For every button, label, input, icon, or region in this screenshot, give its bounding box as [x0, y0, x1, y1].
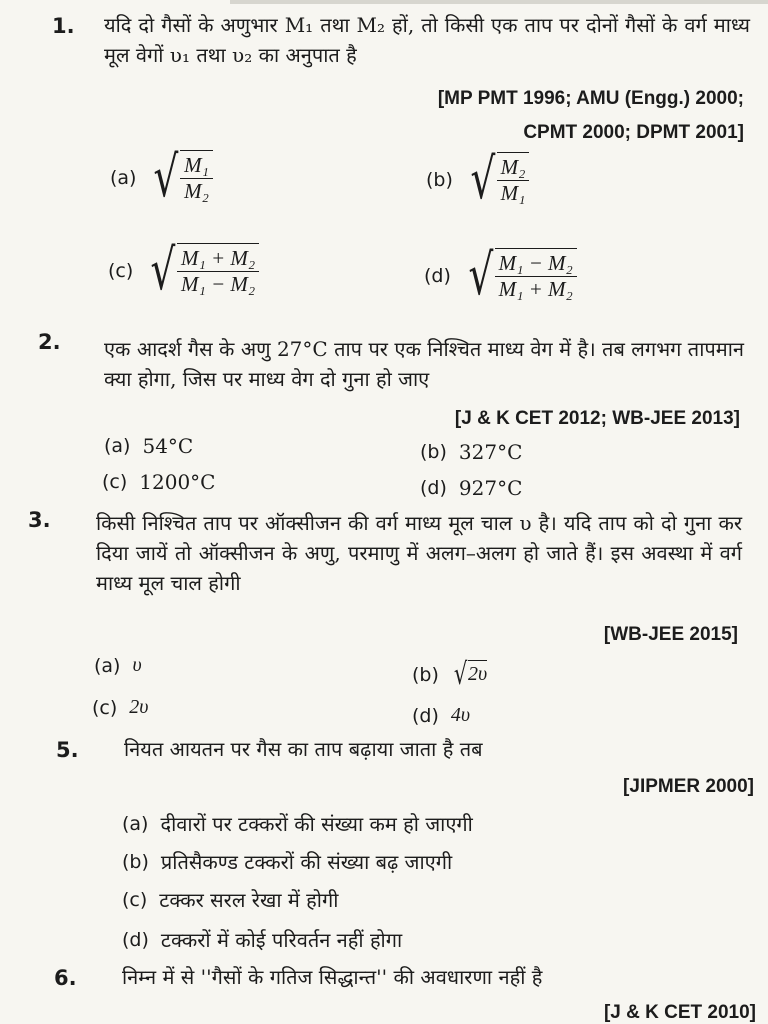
option-value: 1200°C	[139, 470, 216, 494]
question-text: यदि दो गैसों के अणुभार M₁ तथा M₂ हों, तो किसी एक ताप पर दोनों गैसों के वर्ग माध्य मूल वेगों υ₁ तथा υ₂ का अनुपात है	[104, 13, 750, 67]
option-label: (b)	[412, 664, 439, 686]
question-number: 1.	[52, 14, 75, 38]
question-number: 3.	[28, 508, 51, 532]
fraction-numerator: M₁ + M₂	[177, 246, 259, 272]
option-label: (b)	[122, 850, 149, 873]
option-label: (a)	[122, 812, 149, 835]
option-value: 54°C	[142, 434, 194, 458]
option-a[interactable]	[122, 810, 473, 837]
fraction-numerator: M₂	[497, 155, 530, 181]
square-root: √ 2υ	[453, 657, 488, 692]
option-a[interactable]	[94, 654, 142, 677]
square-root: √ $\frac{\text{M₁}}{\text{M₂}}$	[148, 150, 212, 206]
option-value: υ	[132, 654, 142, 676]
option-c[interactable]	[108, 238, 259, 303]
option-label: (c)	[108, 260, 134, 282]
option-value: 327°C	[458, 440, 523, 464]
option-value: 4υ	[450, 704, 471, 726]
option-label: (a)	[94, 654, 121, 677]
option-b[interactable]	[412, 657, 488, 692]
question-text: निम्न में से ''गैसों के गतिज सिद्धान्त'' की अवधारणा नहीं है	[122, 965, 543, 989]
option-b[interactable]	[420, 440, 522, 464]
fraction-numerator: M₁ − M₂	[495, 251, 577, 277]
question-number: 6.	[54, 966, 77, 990]
option-label: (b)	[420, 441, 447, 463]
square-root: √ $\frac{\text{M₂}}{\text{M₁}}$	[465, 152, 529, 208]
top-divider	[230, 0, 768, 4]
option-label: (a)	[104, 435, 131, 457]
option-label: (a)	[110, 167, 137, 189]
option-d[interactable]	[122, 926, 402, 953]
option-label: (d)	[420, 477, 447, 499]
option-label: (d)	[424, 265, 451, 287]
option-d[interactable]	[412, 704, 470, 727]
question-text: एक आदर्श गैस के अणु 27°C ताप पर एक निश्चित माध्य वेग में है। तब लगभग तापमान क्या होगा, जिस पर माध्य वेग दो गुना हो जाए	[104, 337, 744, 391]
question-source: CPMT 2000; DPMT 2001]	[523, 122, 744, 143]
option-label: (d)	[122, 928, 149, 951]
option-label: (c)	[122, 888, 148, 911]
square-root: √ $\frac{\text{M₁ + M₂}}{\text{M₁ − M₂}}$	[145, 243, 259, 299]
fraction-denominator: M₁ + M₂	[498, 277, 573, 301]
option-value: टक्करों में कोई परिवर्तन नहीं होगा	[160, 928, 403, 952]
option-d[interactable]	[424, 243, 577, 308]
option-value: 2υ	[468, 660, 487, 690]
fraction-denominator: M₁	[500, 181, 526, 205]
option-value: 2υ	[129, 696, 149, 718]
question-source: [WB-JEE 2015]	[603, 624, 738, 645]
fraction-denominator: M₂	[184, 179, 209, 203]
square-root: √ $\frac{\text{M₁ − M₂}}{\text{M₁ + M₂}}$	[463, 248, 577, 304]
option-value: टक्कर सरल रेखा में होगी	[159, 888, 339, 912]
option-label: (c)	[102, 471, 128, 493]
option-value: प्रतिसैकण्ड टक्करों की संख्या बढ़ जाएगी	[160, 850, 453, 874]
fraction-numerator: M₁	[180, 153, 213, 179]
option-value: दीवारों पर टक्करों की संख्या कम हो जाएगी	[160, 812, 473, 836]
option-value: 927°C	[458, 476, 523, 500]
question-number: 5.	[56, 738, 79, 762]
question-source: [MP PMT 1996; AMU (Engg.) 2000;	[437, 88, 744, 109]
question-number: 2.	[38, 330, 61, 354]
option-c[interactable]	[102, 470, 215, 494]
option-a[interactable]	[104, 434, 193, 458]
question-source: [JIPMER 2000]	[623, 776, 754, 797]
option-label: (c)	[92, 696, 118, 719]
option-c[interactable]	[92, 696, 148, 719]
option-d[interactable]	[420, 476, 522, 500]
option-c[interactable]	[122, 886, 338, 913]
option-label: (b)	[426, 169, 453, 191]
question-text: किसी निश्चित ताप पर ऑक्सीजन की वर्ग माध्य मूल चाल υ है। यदि ताप को दो गुना कर दिया जायें तो ऑक्सीजन के अणु, परमाणु में अलग–अलग हो जाते हैं। इस अवस्था में वर्ग माध्य मूल चाल होगी	[96, 511, 742, 595]
option-b[interactable]	[426, 147, 529, 212]
option-b[interactable]	[122, 848, 452, 875]
fraction-denominator: M₁ − M₂	[180, 272, 256, 296]
question-text: नियत आयतन पर गैस का ताप बढ़ाया जाता है तब	[124, 737, 483, 761]
option-label: (d)	[412, 704, 439, 727]
option-a[interactable]	[110, 145, 213, 210]
question-source: [J & K CET 2010]	[603, 1002, 756, 1023]
question-source: [J & K CET 2012; WB-JEE 2013]	[454, 408, 740, 429]
